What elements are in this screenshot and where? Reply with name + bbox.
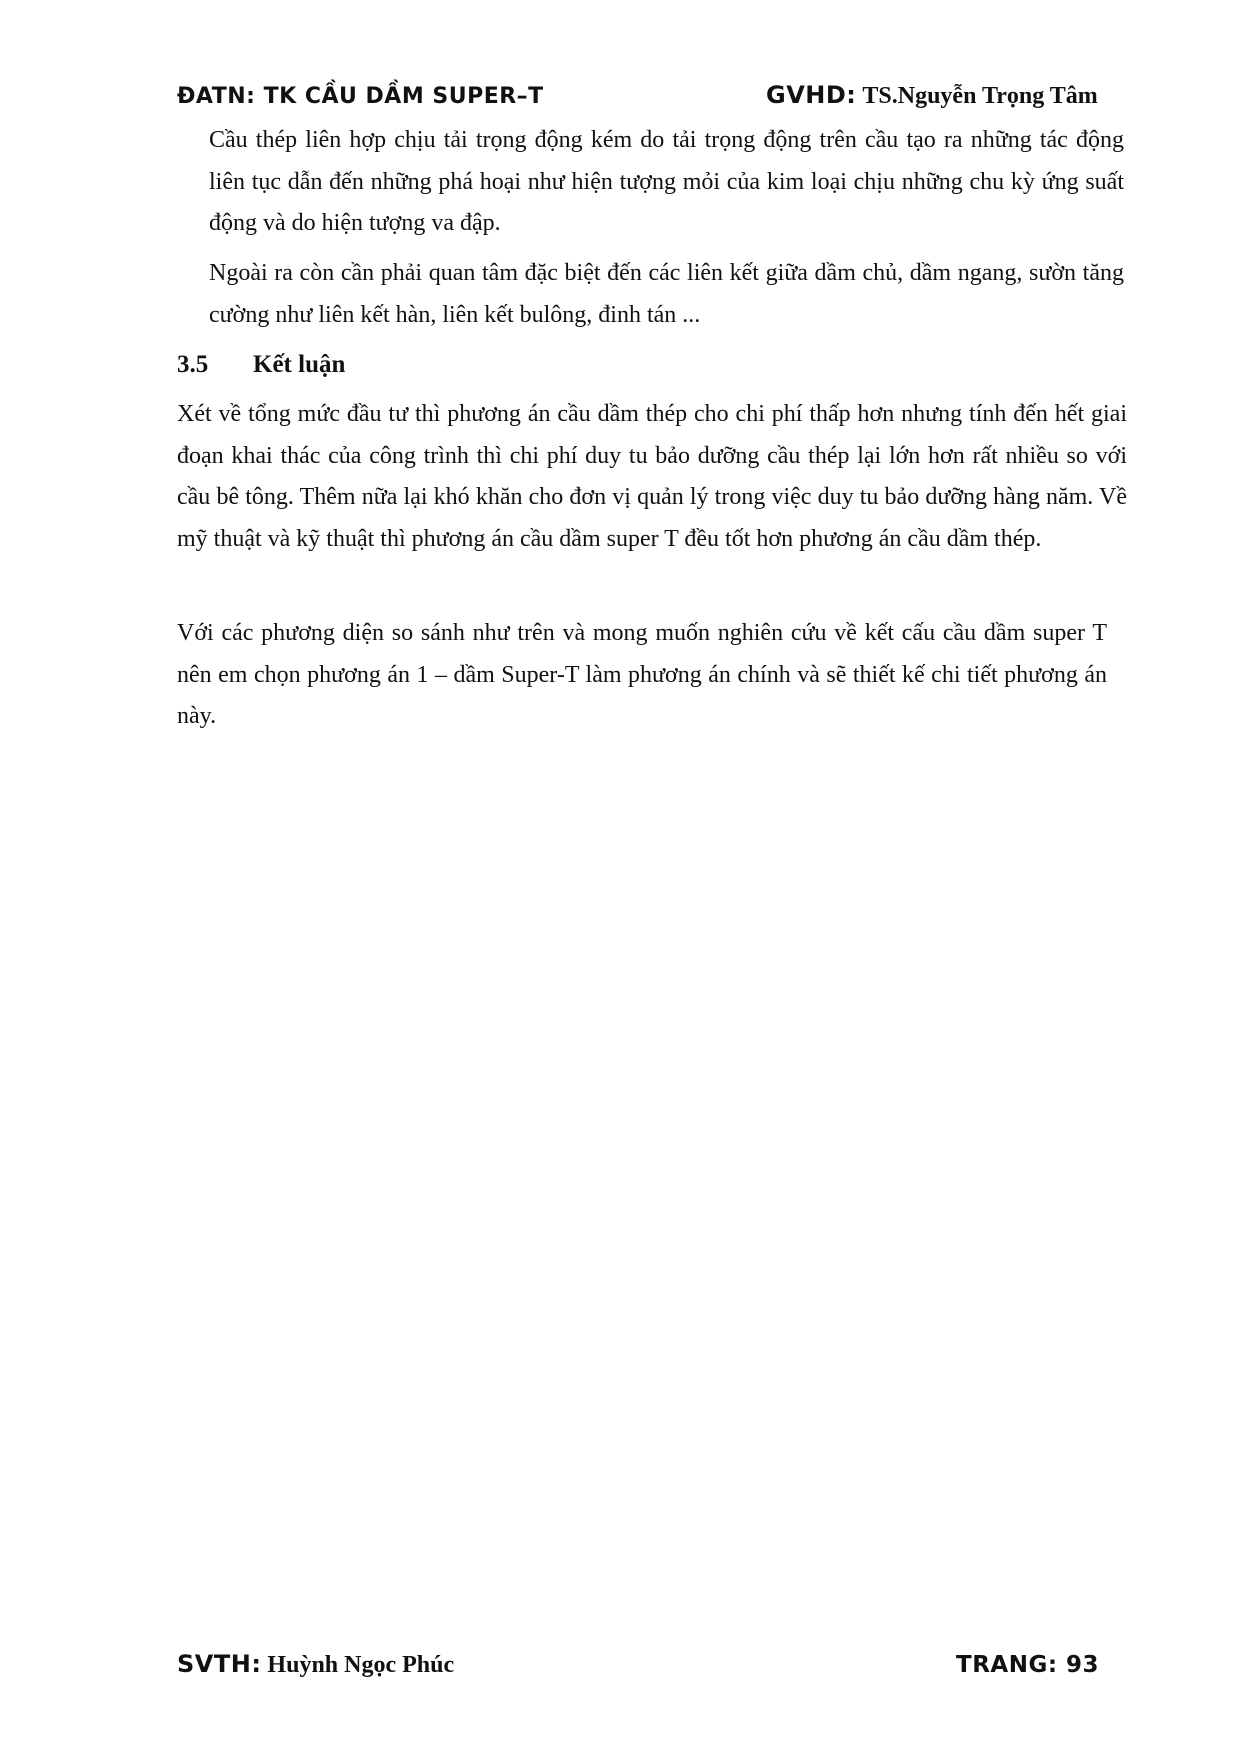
section-number: 3.5: [177, 351, 209, 378]
paragraph-connections: Ngoài ra còn cần phải quan tâm đặc biệt đến các liên kết giữa dầm chủ, dầm ngang, sườn tăng cường như liên kết hàn, liên kết bulông, đinh tán ...: [209, 260, 1124, 328]
section-title: Kết luận: [253, 351, 346, 378]
footer-student: [177, 1650, 454, 1679]
header-advisor-label: GVHD:: [766, 81, 857, 109]
header-advisor-name: TS.Nguyễn Trọng Tâm: [862, 83, 1098, 109]
footer-student-name: Huỳnh Ngọc Phúc: [267, 1652, 455, 1678]
footer-student-label: SVTH:: [177, 1650, 262, 1678]
section-heading: [177, 350, 345, 380]
header-thesis-title: ĐATN: TK CẦU DẦM SUPER–T: [177, 84, 544, 109]
paragraph-steel-bridge-fatigue: Cầu thép liên hợp chịu tải trọng động kém do tải trọng động trên cầu tạo ra những tác động liên tục dẫn đến những phá hoại như hiện tượng mỏi của kim loại chịu những chu kỳ ứng suất động và do hiện tượng va đập.: [209, 127, 1124, 236]
paragraph-conclusion-choice: Với các phương diện so sánh như trên và mong muốn nghiên cứu về kết cấu cầu dầm super T nên em chọn phương án 1 – dầm Super-T làm phương án chính và sẽ thiết kế chi tiết phương án này.: [177, 620, 1107, 729]
page-number: TRANG: 93: [956, 1652, 1100, 1678]
paragraph-conclusion-cost: Xét về tổng mức đầu tư thì phương án cầu dầm thép cho chi phí thấp hơn nhưng tính đến hết giai đoạn khai thác của công trình thì chi phí duy tu bảo dưỡng cầu thép lại lớn hơn rất nhiều so với cầu bê tông. Thêm nữa lại khó khăn cho đơn vị quản lý trong việc duy tu bảo dưỡng hàng năm. Về mỹ thuật và kỹ thuật thì phương án cầu dầm super T đều tốt hơn phương án cầu dầm thép.: [177, 401, 1127, 552]
header-advisor: [766, 81, 1098, 110]
